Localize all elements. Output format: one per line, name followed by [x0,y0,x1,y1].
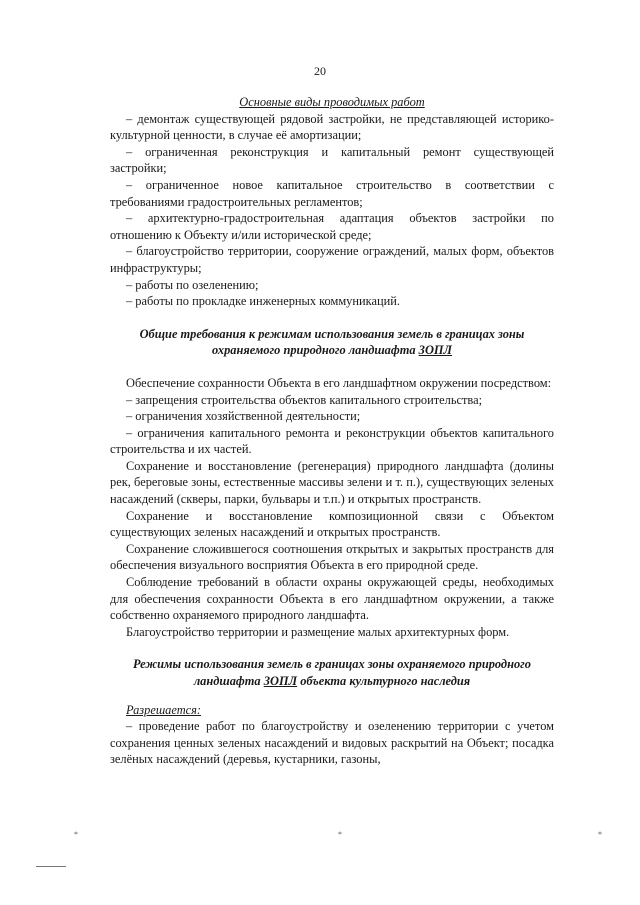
footer-mark-right: * [598,830,602,839]
heading-general-text: Общие требования к режимам использования земель в границах зоны охраняемого природного ландшафта [139,326,525,358]
general-list-item-2: – ограничения хозяйственной деятельности; [126,409,361,424]
heading-general-code: ЗОПЛ [418,343,453,358]
works-item-2: – ограниченная реконструкция и капитальный ремонт существующей застройки; [110,144,554,176]
page-number: 20 [314,64,326,78]
heading-general-requirements [110,326,554,359]
general-intro: Обеспечение сохранности Объекта в его ландшафтном окружении посредством: [126,375,552,390]
general-paragraph-2: Сохранение и восстановление композиционной связи с Объектом существующих зеленых насаждений и открытых пространств. [110,508,554,540]
heading-regimes-code: ЗОПЛ [263,674,298,688]
works-item-5: – благоустройство территории, сооружение ограждений, малых форм, объектов инфраструктуры; [110,244,554,275]
works-item-4: – архитектурно-градостроительная адаптация объектов застройки по отношению к Объекту и/или исторической среде; [110,211,554,242]
section-title-works: Основные виды проводимых работ [239,95,425,109]
general-list-item-1: – запрещения строительства объектов капитального строительства; [126,392,483,407]
footer-mark-left: * [74,830,78,839]
heading-regimes-after: объекта культурного наследия [297,674,471,688]
general-paragraph-1: Сохранение и восстановление (регенерация) природного ландшафта (долины рек, береговые зоны, естественные массивы зелени и т. п.), существующих зеленых насаждений (скверы, парки, бульвары и т.п.) и открытых пространств. [110,458,554,507]
allowed-text: – проведение работ по благоустройству и озеленению территории с учетом сохранения ценных зеленых насаждений и видовых раскрытий на Объект; посадка зелёных насаждений (деревья, кустарники, газоны, [110,719,554,767]
works-item-1: – демонтаж существующей рядовой застройки, не представляющей историко-культурной ценности, в случае её амортизации; [110,111,554,143]
general-list-item-3: – ограничения капитального ремонта и реконструкции объектов капитального строительства и их частей. [110,425,554,457]
heading-regimes [110,656,554,689]
general-paragraph-3: Сохранение сложившегося соотношения открытых и закрытых пространств для обеспечения визуального восприятия Объекта в его природной среде. [110,541,554,573]
heading-regimes-before: Режимы использования земель в границах зоны охраняемого природного ландшафта [133,657,531,688]
works-item-3: – ограниченное новое капитальное строительство в соответствии с требованиями градостроительных регламентов; [110,177,554,209]
general-paragraph-4: Соблюдение требований в области охраны окружающей среды, необходимых для обеспечения сохранности Объекта в его ландшафтном окружении, а также собственно охраняемого природного ландшафта. [110,575,554,623]
footer-line [36,866,66,867]
works-item-7: – работы по прокладке инженерных коммуникаций. [126,294,400,309]
document-body [110,94,554,768]
allowed-title: Разрешается: [126,702,202,717]
works-item-6: – работы по озеленению; [126,277,259,292]
general-paragraph-5: Благоустройство территории и размещение малых архитектурных форм. [126,624,510,639]
footer-mark-center: * [338,830,342,839]
